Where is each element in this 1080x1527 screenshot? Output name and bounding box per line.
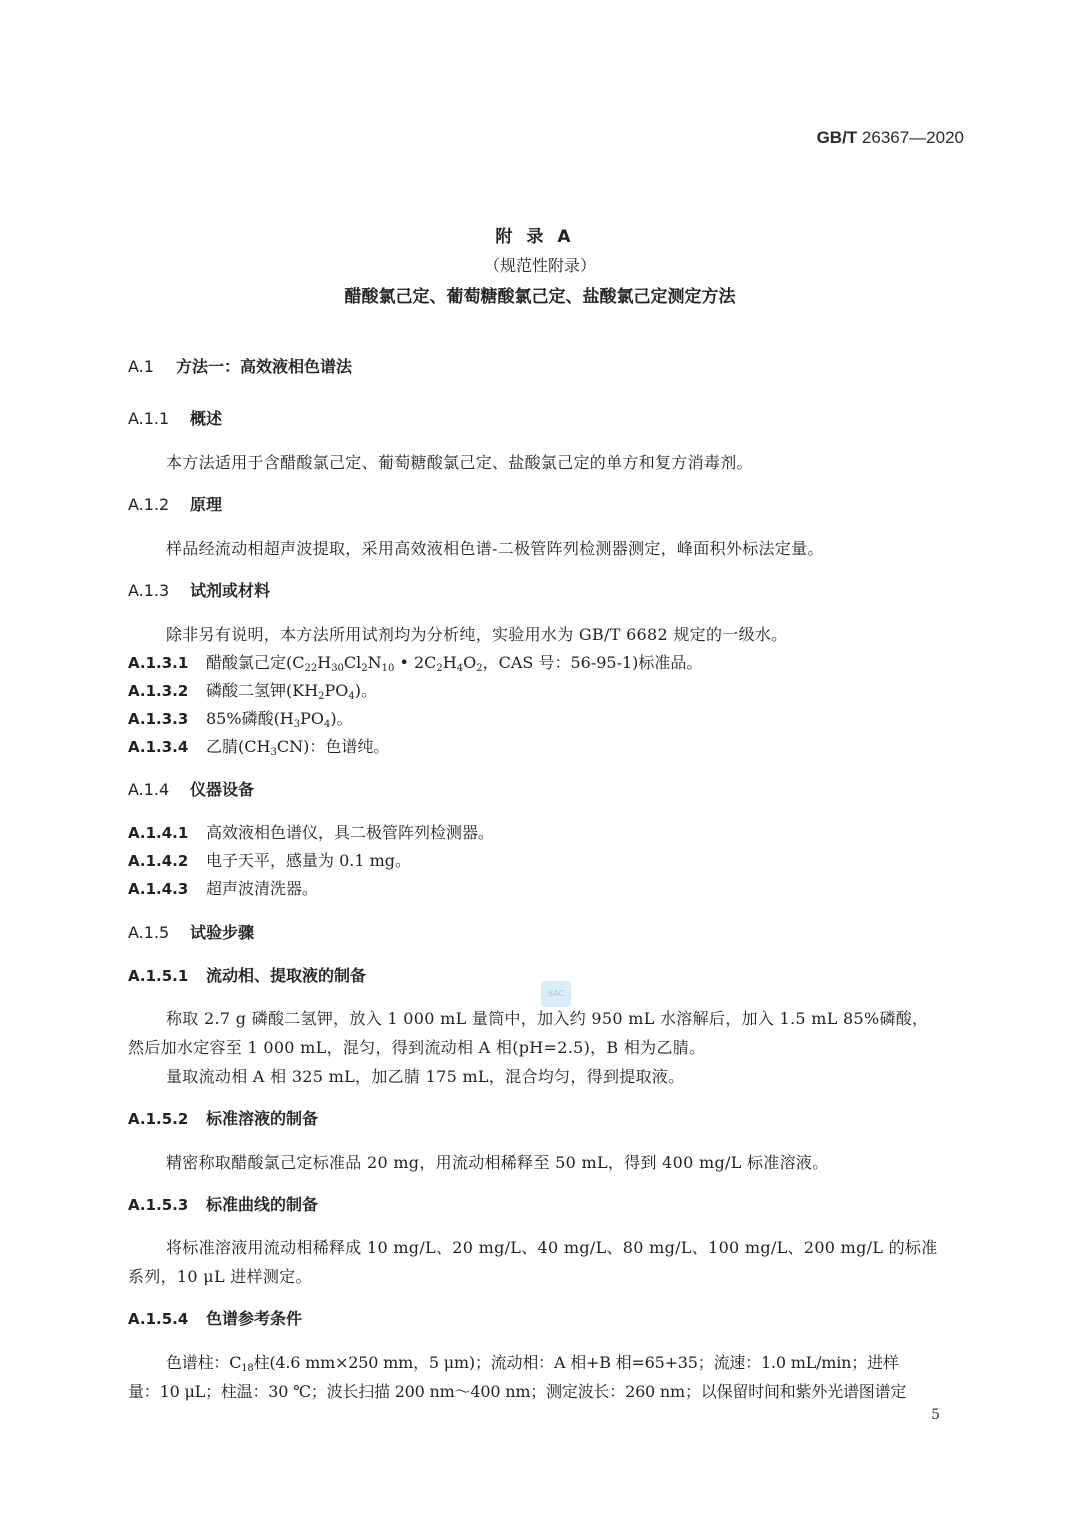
section-a154-line1: 色谱柱：$C_{18}$柱(4.6 mm×250 mm，5 μm)；流动相：A 相+B 相=65+35；流速：1.0 mL/min；进样 — [166, 1353, 899, 1374]
section-a153-line1: 将标准溶液用流动相稀释成 10 mg/L、20 mg/L、40 mg/L、80 mg/L、100 mg/L、200 mg/L 的标准 — [166, 1238, 938, 1257]
section-a153-line2: 系列，10 μL 进样测定。 — [128, 1267, 312, 1286]
section-a15-heading: A.1.5 试验步骤 — [128, 923, 255, 942]
section-a152-text: 精密称取醋酸氯己定标准品 20 mg，用流动相稀释至 50 mL，得到 400 mg/L 标准溶液。 — [166, 1153, 829, 1172]
item-a143: A.1.4.3 超声波清洗器。 — [128, 879, 319, 898]
item-a134: A.1.3.4 乙腈$(CH_3CN)$：色谱纯。 — [128, 737, 390, 758]
standard-code: GB/T 26367—2020 — [816, 128, 964, 147]
item-a141: A.1.4.1 高效液相色谱仪，具二极管阵列检测器。 — [128, 823, 495, 842]
section-a11-text: 本方法适用于含醋酸氯己定、葡萄糖酸氯己定、盐酸氯己定的单方和复方消毒剂。 — [166, 453, 753, 472]
section-a13-text: 除非另有说明，本方法所用试剂均为分析纯，实验用水为 GB/T 6682 规定的一级水。 — [166, 625, 788, 644]
section-a151-p1-line1: 称取 2.7 g 磷酸二氢钾，放入 1 000 mL 量筒中，加入约 950 mL 水溶解后，加入 1.5 mL 85%磷酸， — [166, 1009, 929, 1028]
section-a13-heading: A.1.3 试剂或材料 — [128, 581, 271, 600]
section-a1-heading: A.1 方法一：高效液相色谱法 — [128, 357, 353, 376]
section-a152-heading: A.1.5.2 标准溶液的制备 — [128, 1109, 319, 1128]
section-a14-heading: A.1.4 仪器设备 — [128, 780, 255, 799]
item-a131: A.1.3.1 醋酸氯己定($C_{22}H_{30}Cl_2N_{10}$ • $2C_2H_4O_2$，CAS 号：56-95-1)标准品。 — [128, 653, 703, 674]
annex-label: 附录A — [495, 227, 585, 247]
section-a151-p2: 量取流动相 A 相 325 mL，加乙腈 175 mL，混合均匀，得到提取液。 — [166, 1067, 685, 1086]
section-a151-heading: A.1.5.1 流动相、提取液的制备 — [128, 966, 367, 985]
section-a12-text: 样品经流动相超声波提取，采用高效液相色谱-二极管阵列检测器测定，峰面积外标法定量。 — [166, 539, 824, 558]
section-a12-heading: A.1.2 原理 — [128, 495, 223, 514]
section-a153-heading: A.1.5.3 标准曲线的制备 — [128, 1195, 319, 1214]
annex-type: （规范性附录） — [483, 256, 596, 275]
section-a154-line2: 量：10 μL；柱温：30 ℃；波长扫描 200 nm～400 nm；测定波长：260 nm；以保留时间和紫外光谱图谱定 — [128, 1382, 907, 1401]
section-a151-p1-line2: 然后加水定容至 1 000 mL，混匀，得到流动相 A 相(pH=2.5)，B 相为乙腈。 — [128, 1038, 706, 1057]
section-a11-heading: A.1.1 概述 — [128, 409, 223, 428]
section-a154-heading: A.1.5.4 色谱参考条件 — [128, 1309, 303, 1328]
item-a142: A.1.4.2 电子天平，感量为 0.1 mg。 — [128, 851, 412, 870]
sac-watermark: SAC — [541, 981, 571, 1007]
item-a132: A.1.3.2 磷酸二氢钾$(KH_2PO_4)$。 — [128, 681, 378, 702]
page-number: 5 — [931, 1407, 940, 1423]
item-a133: A.1.3.3 85%磷酸$(H_3PO_4)$。 — [128, 709, 353, 730]
annex-title: 醋酸氯己定、葡萄糖酸氯己定、盐酸氯己定测定方法 — [344, 287, 736, 307]
